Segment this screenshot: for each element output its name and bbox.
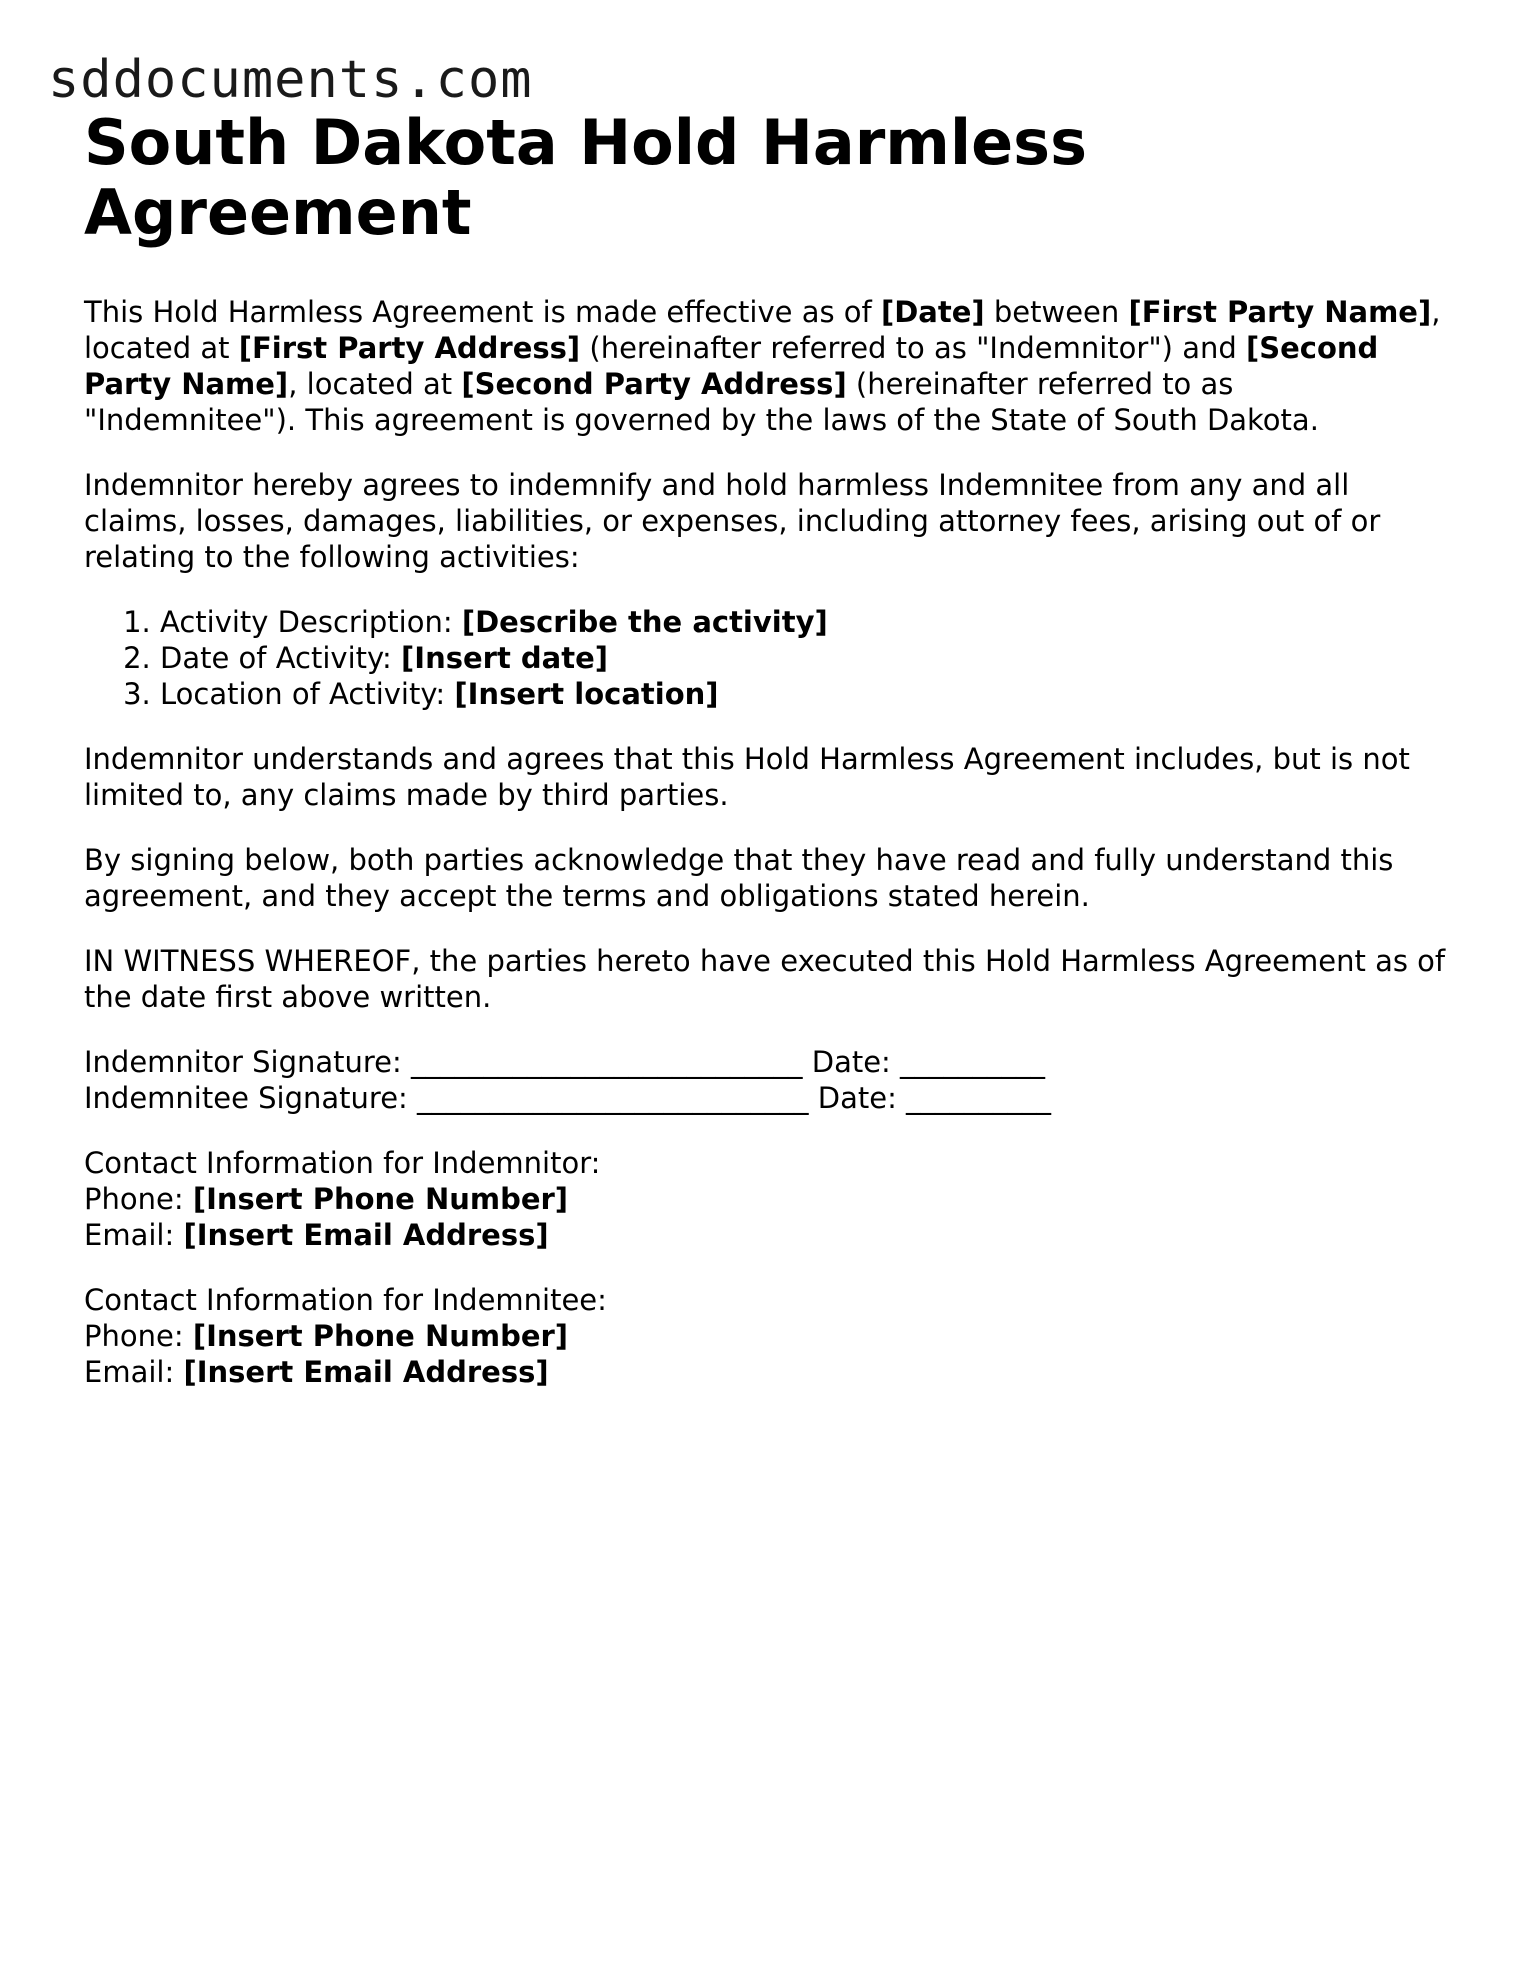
intro-text: between: [984, 295, 1129, 329]
acknowledge-paragraph: By signing below, both parties acknowledge that they have read and fully understand this agreement, and they accept the terms and obligations stated herein.: [84, 843, 1394, 913]
phone-placeholder: [Insert Phone Number]: [192, 1319, 569, 1353]
list-item-value: [Describe the activity]: [461, 605, 828, 639]
intro-text: , located at: [84, 295, 1441, 365]
contact-heading: Contact Information for Indemnitor:: [84, 1146, 601, 1180]
intro-paragraph: [84, 294, 1454, 438]
activity-date-item: [160, 640, 1454, 676]
activity-location-item: [160, 676, 1454, 712]
phone-placeholder: [Insert Phone Number]: [192, 1182, 569, 1216]
indemnitor-contact-block: [84, 1145, 1454, 1253]
signature-block: [84, 1044, 1454, 1116]
document-body: [84, 294, 1454, 1390]
list-item-value: [Insert date]: [401, 641, 609, 675]
indemnitee-contact-block: [84, 1282, 1454, 1390]
email-label: Email:: [84, 1355, 184, 1389]
contact-heading: Contact Information for Indemnitee:: [84, 1283, 607, 1317]
witness-paragraph: IN WITNESS WHEREOF, the parties hereto have executed this Hold Harmless Agreement as of the date first above written.: [84, 944, 1446, 1014]
third-party-paragraph: Indemnitor understands and agrees that this Hold Harmless Agreement includes, but is not limited to, any claims made by third parties.: [84, 742, 1410, 812]
phone-label: Phone:: [84, 1319, 193, 1353]
document: [84, 108, 1454, 1419]
intro-text: (hereinafter referred to as "Indemnitee"). This agreement is governed by the laws of the State of South Dakota.: [84, 367, 1319, 437]
first-party-address-placeholder: [First Party Address]: [238, 331, 581, 365]
list-item-label: Activity Description:: [160, 605, 462, 639]
list-item-label: Location of Activity:: [160, 677, 455, 711]
intro-text: , located at: [288, 367, 462, 401]
email-placeholder: [Insert Email Address]: [183, 1218, 549, 1252]
contact-phone: [84, 1181, 1454, 1217]
second-party-name-placeholder: [Second Party Name]: [84, 331, 1379, 401]
indemnitor-signature-line: Indemnitor Signature: ___________________________ Date: __________: [84, 1045, 1046, 1079]
phone-label: Phone:: [84, 1182, 193, 1216]
email-label: Email:: [84, 1218, 184, 1252]
site-watermark: sddocuments.com: [48, 50, 533, 110]
contact-email: [84, 1217, 1454, 1253]
first-party-name-placeholder: [First Party Name]: [1128, 295, 1432, 329]
intro-text: This Hold Harmless Agreement is made effective as of: [84, 295, 881, 329]
list-item-value: [Insert location]: [454, 677, 719, 711]
indemnity-paragraph: Indemnitor hereby agrees to indemnify and hold harmless Indemnitee from any and all claims, losses, damages, liabilities, or expenses, including attorney fees, arising out of or relating to the following activities:: [84, 468, 1381, 574]
indemnitee-signature-line: Indemnitee Signature: ___________________________ Date: __________: [84, 1081, 1052, 1115]
contact-phone: [84, 1318, 1454, 1354]
contact-email: [84, 1354, 1454, 1390]
activity-description-item: [160, 604, 1454, 640]
intro-text: (hereinafter referred to as "Indemnitor") and: [580, 331, 1246, 365]
list-item-label: Date of Activity:: [160, 641, 402, 675]
email-placeholder: [Insert Email Address]: [183, 1355, 549, 1389]
date-placeholder: [Date]: [880, 295, 985, 329]
activities-list: [84, 604, 1454, 712]
document-title: South Dakota Hold Harmless Agreement: [84, 106, 1087, 249]
second-party-address-placeholder: [Second Party Address]: [461, 367, 847, 401]
